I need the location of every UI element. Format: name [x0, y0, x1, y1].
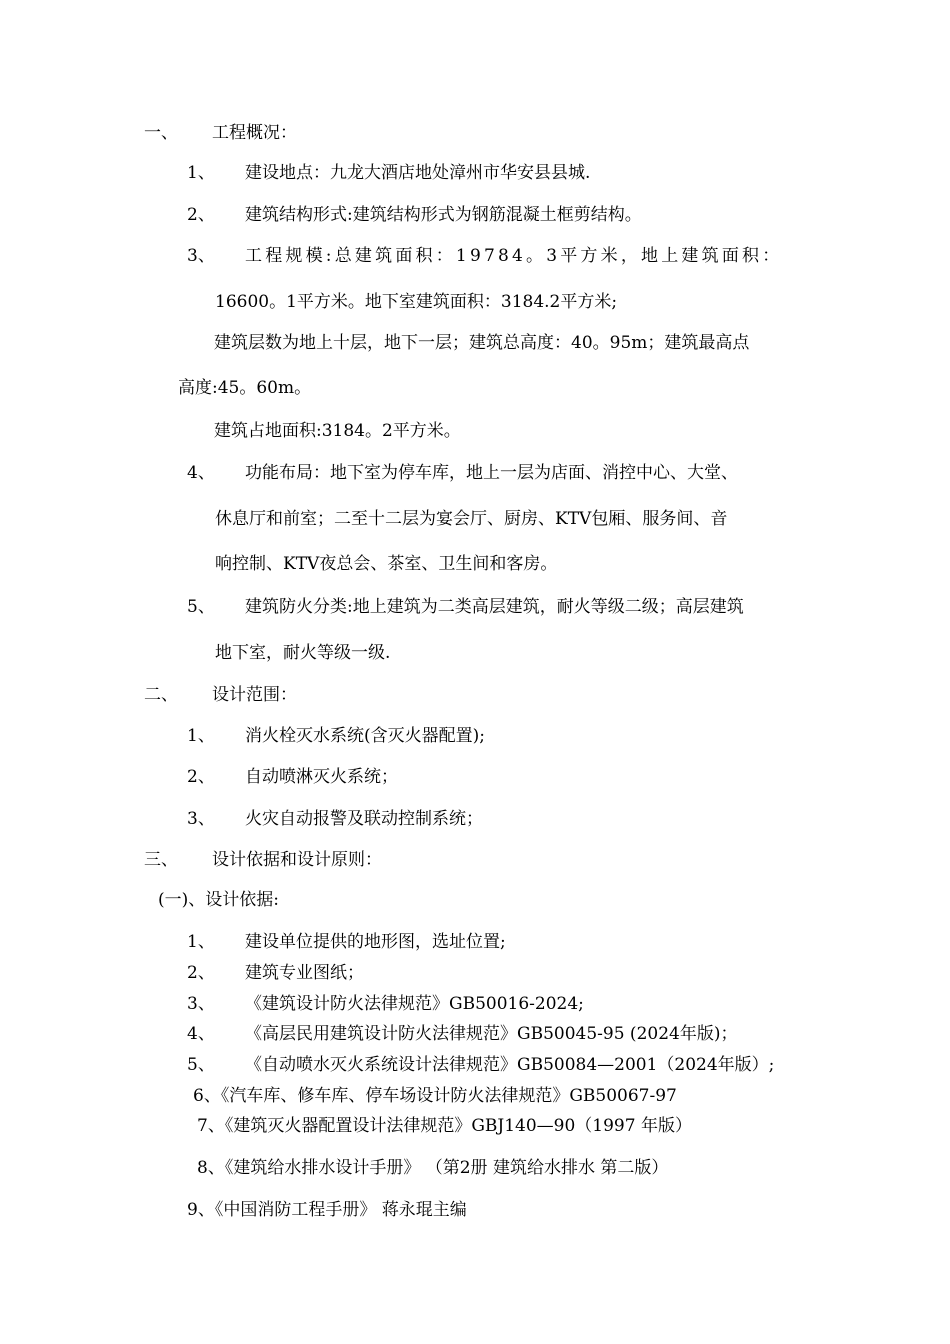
continuation-text: 高度:45。60m。: [178, 378, 312, 398]
item-text: 建筑防火分类:地上建筑为二类高层建筑，耐火等级二级；高层建筑: [245, 597, 744, 617]
section-number: 三、: [144, 850, 178, 870]
item-text: 《自动喷水灭火系统设计法律规范》GB50084—2001（2024年版）;: [245, 1055, 775, 1075]
item-text: 《建筑设计防火法律规范》GB50016-2024;: [245, 994, 584, 1014]
item-number: 2、: [187, 205, 215, 225]
item-number: 2、: [187, 767, 215, 787]
section-number: 二、: [144, 685, 178, 705]
item-number: 2、: [187, 963, 215, 983]
item-number: 3、: [187, 809, 215, 829]
item-number: 5、: [187, 1055, 215, 1075]
section-title: 工程概况：: [212, 123, 297, 143]
item-text: 火灾自动报警及联动控制系统；: [245, 809, 483, 829]
item-text: 建筑结构形式:建筑结构形式为钢筋混凝土框剪结构。: [245, 205, 642, 225]
item-text: 建筑专业图纸；: [245, 963, 364, 983]
item-text: 自动喷淋灭火系统；: [245, 767, 398, 787]
item-text: 9、《中国消防工程手册》 蒋永琨主编: [187, 1200, 467, 1220]
item-text: 建设单位提供的地形图，选址位置;: [245, 932, 506, 952]
item-text: 7、《建筑灭火器配置设计法律规范》GBJ140—90（1997 年版）: [197, 1116, 692, 1136]
item-number: 1、: [187, 932, 215, 952]
continuation-text: 休息厅和前室；二至十二层为宴会厅、厨房、KTV包厢、服务间、音: [215, 509, 728, 529]
section-title: 设计范围：: [212, 685, 297, 705]
continuation-text: 16600。1平方米。地下室建筑面积：3184.2平方米;: [215, 292, 618, 312]
continuation-text: 地下室，耐火等级一级.: [215, 643, 391, 663]
item-number: 4、: [187, 1024, 215, 1044]
item-number: 5、: [187, 597, 215, 617]
subsection-title: (一)、设计依据:: [158, 890, 279, 910]
continuation-text: 响控制、KTV夜总会、茶室、卫生间和客房。: [215, 554, 558, 574]
continuation-text: 建筑层数为地上十层，地下一层；建筑总高度：40。95m；建筑最高点: [214, 333, 750, 353]
item-number: 3、: [187, 994, 215, 1014]
item-text: 功能布局：地下室为停车库，地上一层为店面、消控中心、大堂、: [245, 463, 738, 483]
section-number: 一、: [144, 123, 178, 143]
item-text: 6、《汽车库、修车库、停车场设计防火法律规范》GB50067-97: [193, 1086, 677, 1106]
item-text: 《高层民用建筑设计防火法律规范》GB50045-95 (2024年版)；: [245, 1024, 738, 1044]
continuation-text: 建筑占地面积:3184。2平方米。: [214, 421, 461, 441]
item-number: 3、: [187, 246, 215, 266]
item-text: 8、《建筑给水排水设计手册》 （第2册 建筑给水排水 第二版）: [197, 1158, 669, 1178]
item-number: 1、: [187, 163, 215, 183]
item-number: 1、: [187, 726, 215, 746]
item-number: 4、: [187, 463, 215, 483]
item-text: 工程规模:总建筑面积：19784。3平方米，地上建筑面积：: [245, 246, 783, 266]
item-text: 消火栓灭水系统(含灭火器配置);: [245, 726, 485, 746]
item-text: 建设地点：九龙大酒店地处漳州市华安县县城.: [245, 163, 591, 183]
section-title: 设计依据和设计原则：: [212, 850, 382, 870]
